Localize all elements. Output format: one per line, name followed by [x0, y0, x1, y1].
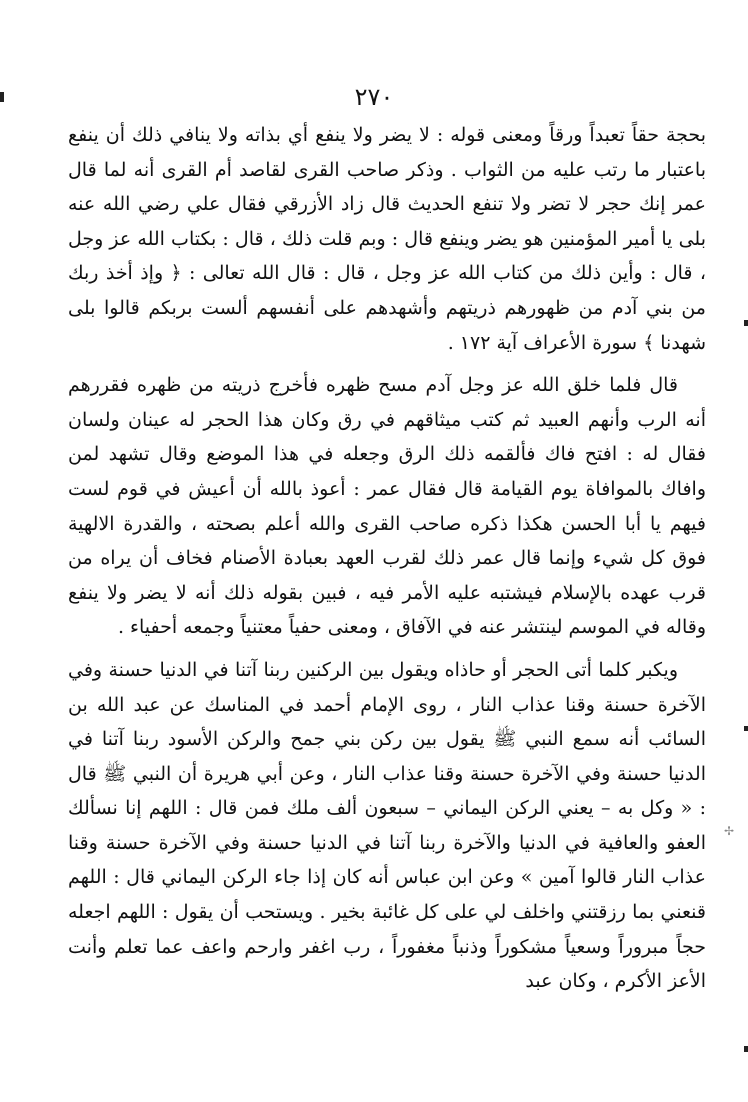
right-margin-mark: [744, 1046, 748, 1052]
margin-asterisk-icon: ✢: [723, 824, 734, 838]
paragraph-1: بحجة حقاً تعبداً ورقاً ومعنى قوله : لا يضر ولا ينفع أي بذاته ولا ينافي ذلك أن ينفع باعتبار ما رتب عليه من الثواب . وذكر صاحب القرى لقاصد أم القرى أنه لما قال عمر إنك حجر لا تضر ولا تنفع الحديث قال زاد الأزرقي فقال علي رضي الله عنه بلى يا أمير المؤمنين هو يضر وينفع قال : وبم قلت ذلك ، قال : بكتاب الله عز وجل ، قال : وأين ذلك من كتاب الله عز وجل ، قال : قال الله تعالى : ﴿ وإذ أخذ ربك من بني آدم من ظهورهم ذريتهم وأشهدهم على أنفسهم ألست بربكم قالوا بلى شهدنا ﴾ سورة الأعراف آية ١٧٢ .: [68, 124, 706, 354]
right-margin-mark: [744, 320, 748, 326]
paragraph-3: ويكبر كلما أتى الحجر أو حاذاه ويقول بين الركنين ربنا آتنا في الدنيا حسنة وفي الآخرة حسنة وقنا عذاب النار ، روى الإمام أحمد في المناسك عن عبد الله بن السائب أنه سمع النبي ﷺ يقول بين ركن بني جمح والركن الأسود ربنا آتنا في الدنيا حسنة وفي الآخرة حسنة وقنا عذاب النار ، وعن أبي هريرة أن النبي ﷺ قال : « وكل به – يعني الركن اليماني – سبعون ألف ملك فمن قال : اللهم إنا نسألك العفو والعافية في الدنيا والآخرة ربنا آتنا في الدنيا حسنة وفي الآخرة حسنة وقنا عذاب النار قالوا آمين » وعن ابن عباس أنه كان إذا جاء الركن اليماني قال : اللهم قنعني بما رزقتني واخلف لي على كل غائبة بخير . ويستحب أن يقول : اللهم اجعله حجاً مبروراً وسعياً مشكوراً وذنباً مغفوراً ، رب اغفر وارحم واعف عما تعلم وأنت الأعز الأكرم ، وكان عبد: [68, 658, 706, 993]
paragraph-2: قال فلما خلق الله عز وجل آدم مسح ظهره فأخرج ذريته من ظهره فقررهم أنه الرب وأنهم العبيد ثم كتب ميثاقهم في رق وكان هذا الحجر له عينان ولسان فقال له : افتح فاك فألقمه ذلك الرق وجعله في هذا الموضع وقال تشهد لمن وافاك بالموافاة يوم القيامة قال فقال عمر : أعوذ بالله أن أعيش في قوم لست فيهم يا أبا الحسن هكذا ذكره صاحب القرى والله أعلم بصحته ، والقدرة الالهية فوق كل شيء وإنما قال عمر ذلك لقرب العهد بعبادة الأصنام فخاف أن يراه من قرب عهده بالإسلام فيشتبه عليه الأمر فيه ، فبين بقوله ذلك أنه لا يضر ولا ينفع وقاله في الموسم لينتشر عنه في الآفاق ، ومعنى حفياً معتنياً وجمعه أحفياء .: [68, 374, 706, 639]
page-number: ٢٧٠: [354, 83, 394, 111]
main-text: [68, 118, 706, 1007]
right-margin-mark: [744, 726, 748, 731]
